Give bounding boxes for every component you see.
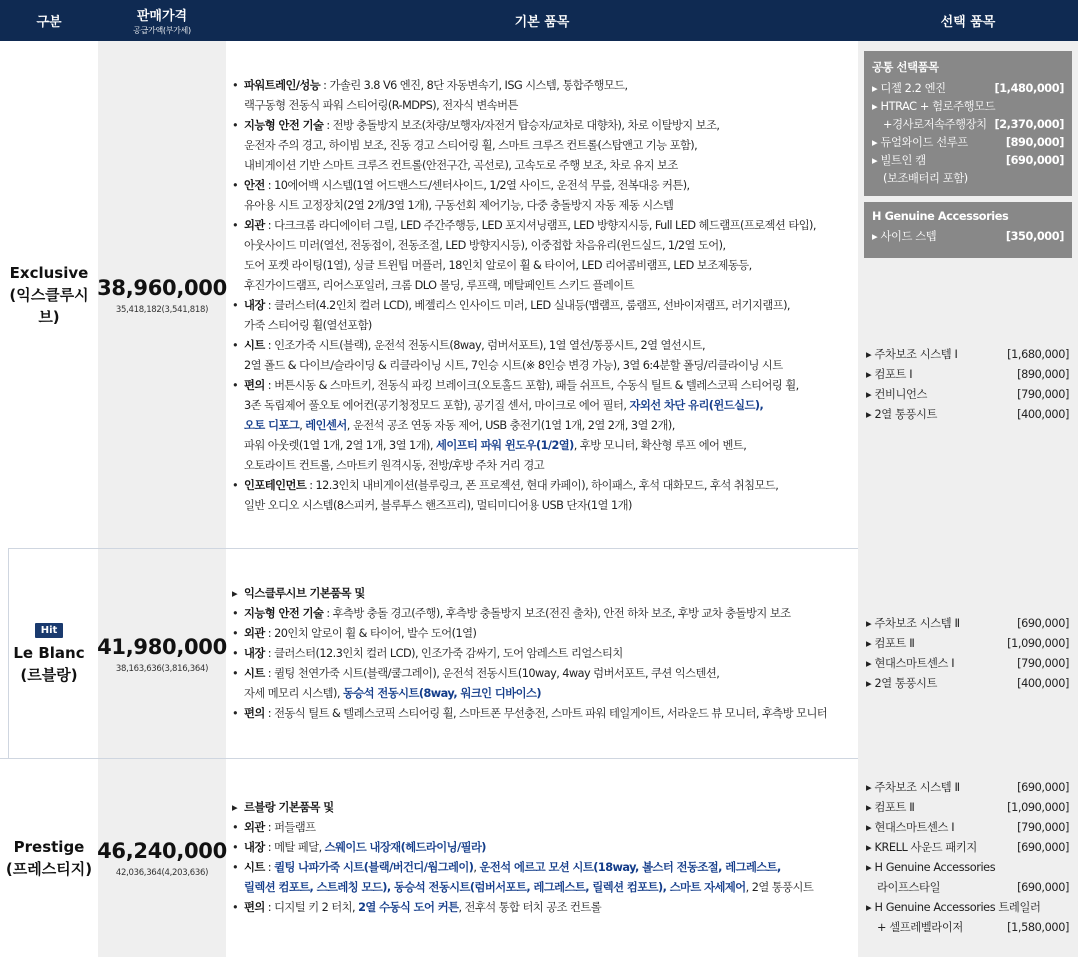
list-item: ▸ 2열 통풍시트 [400,000] — [866, 674, 1069, 694]
trim-prestige — [0, 759, 98, 957]
list-item: 랙구동형 전동식 파워 스티어링(R-MDPS), 전자식 변속버튼 — [244, 99, 518, 112]
list-item: 오토 디포그, 레인센서, 운전석 공조 연동 자동 제어, USB 충전기(1열 1개, 2열 2개, 3열 2개), — [244, 419, 675, 432]
genuine-accessories-title: H Genuine Accessories — [872, 210, 1009, 223]
list-item: • 편의 : 디지털 키 2 터치, 2열 수동식 도어 커튼, 전후석 통합 터치 공조 컨트롤 — [232, 898, 854, 918]
trim-name: Le Blanc — [13, 643, 85, 662]
list-item: • 인포테인먼트 : 12.3인치 내비게이션(블루링크, 폰 프로젝션, 현대 카페이), 하이패스, 후석 대화모드, 후석 취침모드, — [232, 476, 854, 496]
list-item: ▸ 르블랑 기본품목 및 — [232, 798, 854, 818]
list-item: • 안전 : 10에어백 시스템(1열 어드밴스드/센터사이드, 1/2열 사이드, 운전석 무릎, 전복대응 커튼), — [232, 176, 854, 196]
list-item: ▸ 듀얼와이드 선루프 [890,000] — [872, 134, 1064, 152]
list-item: • 외관 : 다크크롬 라디에이터 그릴, LED 주간주행등, LED 포지셔닝램프, LED 방향지시등, Full LED 헤드램프(프로젝션 타입), — [232, 216, 854, 236]
option-list-prestige — [866, 778, 1069, 938]
list-item: ▸ 컴포트 Ⅰ [890,000] — [866, 365, 1069, 385]
list-item: ▸ 컨비니언스 [790,000] — [866, 385, 1069, 405]
list-item: • 파워트레인/성능 : 가솔린 3.8 V6 엔진, 8단 자동변속기, ISG 시스템, 통합주행모드, — [232, 76, 854, 96]
trim-exclusive — [0, 41, 98, 549]
price-cell-exclusive — [98, 41, 226, 549]
trim-leblanc — [0, 549, 98, 759]
trim-name: Exclusive — [9, 264, 89, 282]
price-supply: 38,163,636(3,816,364) — [115, 663, 209, 674]
price: 46,240,000 — [97, 838, 227, 863]
list-item: + 셀프레벨라이저 [1,580,000] — [877, 921, 1069, 934]
list-item: ▸ 현대스마트센스 Ⅰ [790,000] — [866, 818, 1069, 838]
list-item: ▸ H Genuine Accessories 트레일러 — [866, 898, 1069, 918]
trim-name: Prestige — [13, 838, 85, 856]
price: 38,960,000 — [97, 275, 227, 300]
list-item: 릴렉션 컴포트, 스트레칭 모드), 동승석 전동시트(럼버서포트, 레그레스트, 릴렉션 컴포트), 스마트 자세제어, 2열 통풍시트 — [244, 881, 814, 894]
list-item: 일반 오디오 시스템(8스피커, 블루투스 핸즈프리), 멀티미디어용 USB 단자(1열 1개) — [244, 499, 632, 512]
list-item: • 지능형 안전 기술 : 후측방 충돌 경고(주행), 후측방 충돌방지 보조(전진 출차), 안전 하차 보조, 후방 교차 충돌방지 보조 — [232, 604, 854, 624]
price-cell-prestige — [98, 759, 226, 957]
list-item: ▸ 컴포트 Ⅱ [1,090,000] — [866, 798, 1069, 818]
price-supply: 35,418,182(3,541,818) — [115, 304, 209, 315]
list-item: ▸ 주차보조 시스템 Ⅱ [690,000] — [866, 778, 1069, 798]
header-option: 선택 품목 — [940, 15, 996, 30]
list-item: 아웃사이드 미러(열선, 전동접이, 전동조절, LED 방향지시등), 이중접합 차음유리(윈드실드, 1/2열 도어), — [244, 239, 726, 252]
list-item: • 시트 : 인조가죽 시트(블랙), 운전석 전동시트(8way, 럼버서포트), 1열 열선/통풍시트, 2열 열선시트, — [232, 336, 854, 356]
list-item: 라이프스타일 [690,000] — [877, 881, 1069, 894]
price: 41,980,000 — [97, 634, 227, 659]
list-item: ▸ 컴포트 Ⅱ [1,090,000] — [866, 634, 1069, 654]
header-price: 판매가격 공급가액(부가세) — [133, 9, 191, 35]
list-item: • 지능형 안전 기술 : 전방 충돌방지 보조(차량/보행자/자전거 탑승자/교차로 대향차), 차로 이탈방지 보조, — [232, 116, 854, 136]
list-item: ▸ 주차보조 시스템 Ⅱ [690,000] — [866, 614, 1069, 634]
basic-list-exclusive — [232, 76, 854, 516]
list-item: • 편의 : 버튼시동 & 스마트키, 전동식 파킹 브레이크(오토홀드 포함), 패들 쉬프트, 수동식 틸트 & 텔레스코픽 스티어링 휠, — [232, 376, 854, 396]
list-item: 오토라이트 컨트롤, 스마트키 원격시동, 전방/후방 주차 거리 경고 — [244, 459, 545, 472]
header-basic: 기본 품목 — [514, 15, 570, 30]
list-item: 내비게이션 기반 스마트 크루즈 컨트롤(안전구간, 곡선로), 고속도로 주행 보조, 차로 유지 보조 — [244, 159, 678, 172]
list-item: 유아용 시트 고정장치(2열 2개/3열 1개), 구동선회 제어기능, 다중 충돌방지 자동 제동 시스템 — [244, 199, 674, 212]
list-item: 파워 아웃렛(1열 1개, 2열 1개, 3열 1개), 세이프티 파워 윈도우(1/2열), 후방 모니터, 확산형 루프 에어 벤트, — [244, 439, 747, 452]
list-item: • 외관 : 퍼들램프 — [232, 818, 854, 838]
list-item: +경사로저속주행장치 [2,370,000] — [883, 118, 1064, 131]
price-supply: 42,036,364(4,203,636) — [115, 867, 209, 878]
list-item: • 외관 : 20인치 알로이 휠 & 타이어, 발수 도어(1열) — [232, 624, 854, 644]
basic-list-leblanc — [232, 584, 854, 724]
list-item: (보조배터리 포함) — [883, 172, 968, 185]
list-item: • 내장 : 클러스터(12.3인치 컬러 LCD), 인조가죽 감싸기, 도어 암레스트 리얼스티치 — [232, 644, 854, 664]
list-item: ▸ 주차보조 시스템 Ⅰ [1,680,000] — [866, 345, 1069, 365]
trim-name-kr: (프레스티지) — [5, 860, 93, 878]
list-item: 2열 폴드 & 다이브/슬라이딩 & 리클라이닝 시트, 7인승 시트(※ 8인승 변경 가능), 3열 6:4분할 폴딩/리클라이닝 시트 — [244, 359, 783, 372]
price-cell-leblanc — [98, 549, 226, 759]
list-item: • 내장 : 메탈 페달, 스웨이드 내장재(헤드라이닝/필라) — [232, 838, 854, 858]
row-divider — [8, 548, 858, 549]
list-item: • 내장 : 클러스터(4.2인치 컬러 LCD), 베젤리스 인사이드 미러, LED 실내등(맵램프, 룸램프, 선바이저램프, 러기지램프), — [232, 296, 854, 316]
list-item: ▸ 2열 통풍시트 [400,000] — [866, 405, 1069, 425]
list-item: 도어 포켓 라이팅(1열), 싱글 트윈팁 머플러, 18인치 알로이 휠 & 타이어, LED 리어콤비램프, LED 보조제동등, — [244, 259, 752, 272]
list-item: ▸ 현대스마트센스 Ⅰ [790,000] — [866, 654, 1069, 674]
list-item: • 시트 : 퀼팅 나파가죽 시트(블랙/버건디/웜그레이), 운전석 에르고 모션 시트(18way, 볼스터 전동조절, 레그레스트, — [232, 858, 854, 878]
table-header — [0, 0, 1078, 41]
trim-name-kr: (익스클루시브) — [9, 286, 89, 326]
list-item: 자세 메모리 시스템), 동승석 전동시트(8way, 워크인 디바이스) — [244, 687, 541, 700]
common-options-title: 공통 선택품목 — [872, 61, 939, 74]
hit-badge: Hit — [35, 623, 64, 638]
option-list-exclusive — [866, 345, 1069, 425]
list-item: ▸ 사이드 스텝 [350,000] — [872, 228, 1064, 246]
header-trim: 구분 — [36, 15, 62, 30]
trim-name-kr: (르블랑) — [20, 665, 78, 684]
list-item: ▸ 빌트인 캠 [690,000] — [872, 152, 1064, 170]
list-item: ▸ HTRAC + 험로주행모드 — [872, 98, 1064, 116]
row-divider — [0, 758, 858, 759]
list-item: ▸ H Genuine Accessories — [866, 858, 1069, 878]
list-item: 후진가이드램프, 리어스포일러, 크롬 DLO 몰딩, 루프랙, 메탈페인트 스키드 플레이트 — [244, 279, 634, 292]
list-item: ▸ KRELL 사운드 패키지 [690,000] — [866, 838, 1069, 858]
list-item: ▸ 익스클루시브 기본품목 및 — [232, 584, 854, 604]
list-item: • 편의 : 전동식 틸트 & 텔레스코픽 스티어링 휠, 스마트폰 무선충전, 스마트 파워 테일게이트, 서라운드 뷰 모니터, 후측방 모니터 — [232, 704, 854, 724]
list-item: • 시트 : 퀼팅 천연가죽 시트(블랙/쿨그레이), 운전석 전동시트(10way, 4way 럼버서포트, 쿠션 익스텐션, — [232, 664, 854, 684]
basic-list-prestige — [232, 798, 854, 918]
list-item: ▸ 디젤 2.2 엔진 [1,480,000] — [872, 80, 1064, 98]
option-list-leblanc — [866, 614, 1069, 694]
list-item: 운전자 주의 경고, 하이빔 보조, 진동 경고 스티어링 휠, 스마트 크루즈 컨트롤(스탑앤고 기능 포함), — [244, 139, 698, 152]
common-options-box — [864, 51, 1072, 196]
genuine-accessories-box — [864, 202, 1072, 258]
list-item: 가죽 스티어링 휠(열선포함) — [244, 319, 372, 332]
list-item: 3존 독립제어 풀오토 에어컨(공기청정모드 포함), 공기질 센서, 마이크로 에어 필터, 자외선 차단 유리(윈드실드), — [244, 399, 764, 412]
